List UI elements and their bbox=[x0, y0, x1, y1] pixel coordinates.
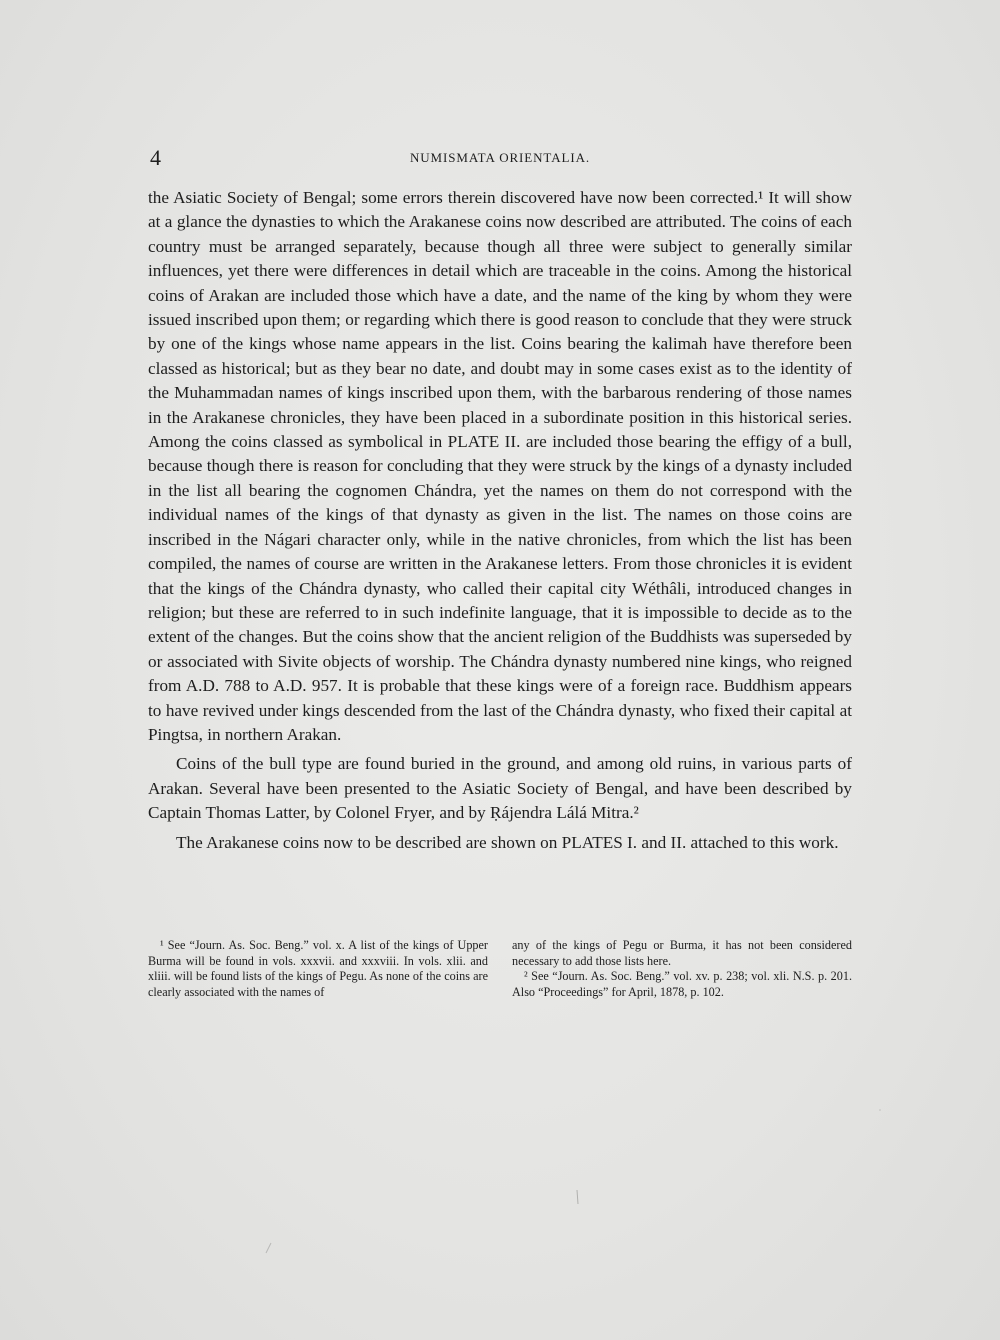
page-number: 4 bbox=[150, 145, 161, 170]
running-head bbox=[150, 146, 850, 170]
footnote-column-left bbox=[148, 938, 488, 1000]
footnote-1: ¹ See “Journ. As. Soc. Beng.” vol. x. A list of the kings of Upper Burma will be found in vols. xxxvii. and xxxviii. In vols. xlii. and xliii. will be found lists of the kings of Pegu. As none of the coins are clearly associated with the names of bbox=[148, 938, 488, 999]
footnote-1-continued: any of the kings of Pegu or Burma, it has not been considered necessary to add those lists here. bbox=[512, 938, 852, 968]
paragraph-3: The Arakanese coins now to be described are shown on PLATES I. and II. attached to this work. bbox=[176, 832, 839, 852]
body-text bbox=[148, 186, 852, 855]
footnotes bbox=[148, 938, 852, 1000]
paragraph-2: Coins of the bull type are found buried in the ground, and among old ruins, in various parts of Arakan. Several have been presented to the Asiatic Society of Bengal, and have been described by Captain Thomas Latter, by Colonel Fryer, and by Ṛájendra Lálá Mitra.² bbox=[148, 754, 852, 823]
footnote-2: ² See “Journ. As. Soc. Beng.” vol. xv. p. 238; vol. xli. N.S. p. 201. Also “Proceedings” for April, 1878, p. 102. bbox=[512, 969, 852, 999]
running-title: NUMISMATA ORIENTALIA. bbox=[409, 150, 591, 165]
footnote-column-right bbox=[512, 938, 852, 1000]
paragraph-1: the Asiatic Society of Bengal; some errors therein discovered have now been corrected.¹ It will show at a glance the dynasties to which the Arakanese coins now described are attributed. The coins of each country must be arranged separately, because though all three were subject to generally similar influences, yet there were differences in detail which are traceable in the coins. Among the historical coins of Arakan are included those which have a date, and the name of the king by whom they were issued inscribed upon them; or regarding which there is good reason to conclude that they were struck by one of the kings whose name appears in the list. Coins bearing the kalimah have therefore been classed as historical; but as they bear no date, and doubt may in some cases exist as to the identity of the Muhammadan names of kings inscribed upon them, with the barbarous rendering of those names in the Arakanese chronicles, they have been placed in a subordinate position in this historical series. Among the coins classed as symbolical in PLATE II. are included those bearing the effigy of a bull, because though there is reason for concluding that they were struck by the kings of a dynasty included in the list all bearing the cognomen Chándra, yet the names on them do not correspond with the individual names of the kings of that dynasty as given in the list. The names on those coins are inscribed in the Nágari character only, while in the native chronicles, from which the list has been compiled, the names of course are written in the Arakanese letters. From those chronicles it is evident that the kings of the Chándra dynasty, who called their capital city Wéthâli, introduced changes in religion; but these are referred to in such indefinite language, that it is impossible to decide as to the extent of the changes. But the coins show that the ancient religion of the Buddhists was superseded by or associated with Sivite objects of worship. The Chándra dynasty numbered nine kings, who reigned from A.D. 788 to A.D. 957. It is probable that these kings were of a foreign race. Buddhism appears to have revived under kings descended from the last of the Chándra dynasty, who fixed their capital at Pingtsa, in northern Arakan. bbox=[148, 188, 852, 744]
